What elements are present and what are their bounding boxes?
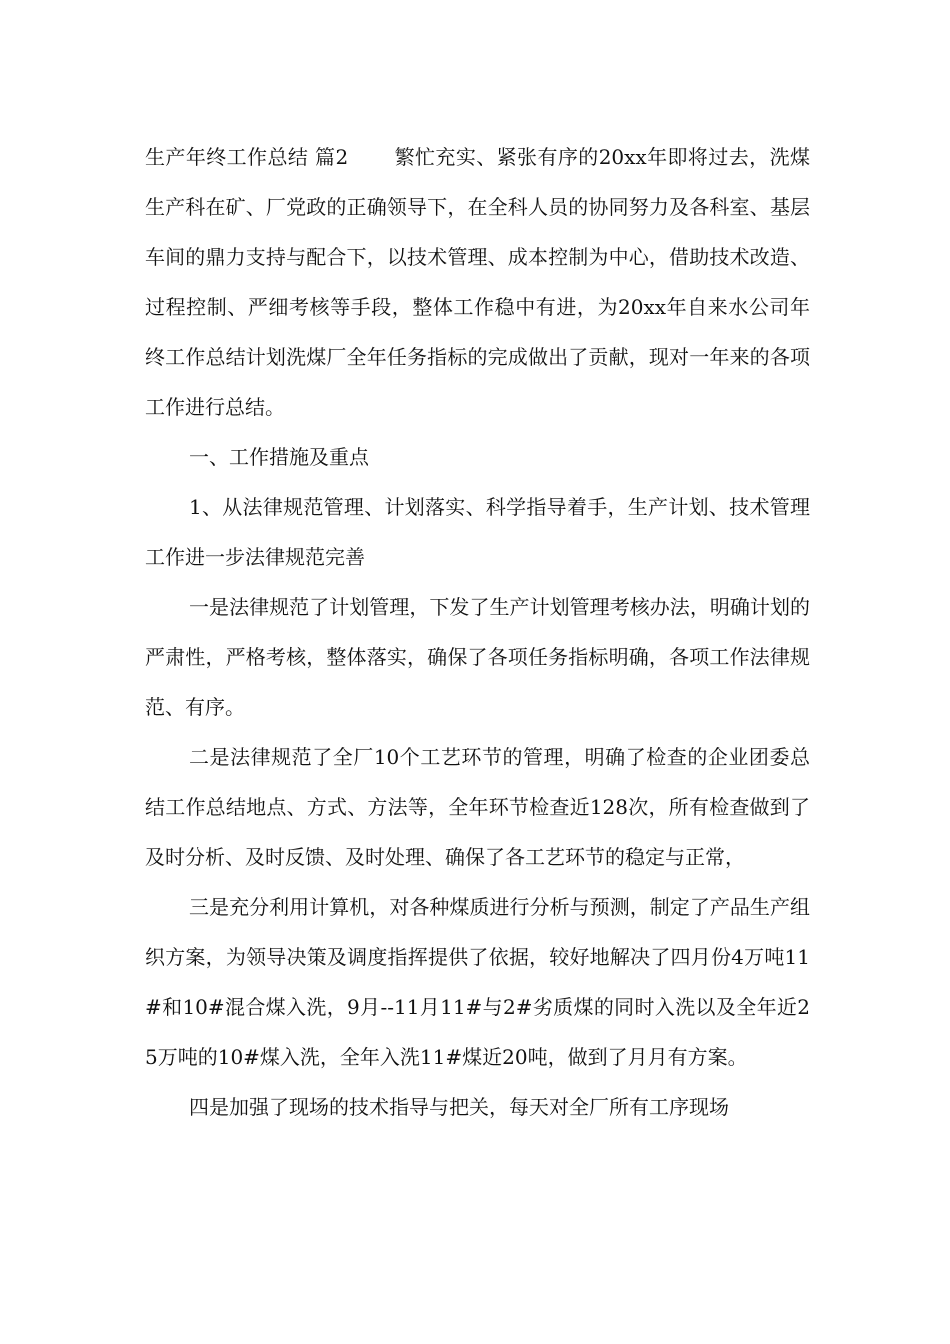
section-heading-1: 一、工作措施及重点 bbox=[189, 445, 369, 469]
document-heading: 生产年终工作总结 篇2 bbox=[145, 145, 349, 169]
item-heading-1: 1、从法律规范管理、计划落实、科学指导着手，生产计划、技术管理工作进一步法律规范完善 bbox=[145, 495, 810, 569]
point-paragraph-2: 二是法律规范了全厂10个工艺环节的管理，明确了检查的企业团委总结工作总结地点、方式、方法等，全年环节检查近128次，所有检查做到了及时分析、及时反馈、及时处理、确保了各工艺环节的稳定与正常， bbox=[145, 745, 810, 869]
point-paragraph-1: 一是法律规范了计划管理，下发了生产计划管理考核办法，明确计划的严肃性，严格考核，整体落实，确保了各项任务指标明确，各项工作法律规范、有序。 bbox=[145, 595, 810, 719]
intro-paragraph bbox=[145, 132, 810, 432]
intro-text: 繁忙充实、紧张有序的20xx年即将过去，洗煤生产科在矿、厂党政的正确领导下，在全科人员的协同努力及各科室、基层车间的鼎力支持与配合下，以技术管理、成本控制为中心，借助技术改造、过程控制、严细考核等手段，整体工作稳中有进，为20xx年自来水公司年终工作总结计划洗煤厂全年任务指标的完成做出了贡献，现对一年来的各项工作进行总结。 bbox=[145, 145, 810, 419]
document-body bbox=[145, 132, 810, 1132]
point-paragraph-4: 四是加强了现场的技术指导与把关，每天对全厂所有工序现场 bbox=[189, 1095, 729, 1119]
point-paragraph-3: 三是充分利用计算机，对各种煤质进行分析与预测，制定了产品生产组织方案，为领导决策及调度指挥提供了依据，较好地解决了四月份4万吨11#和10#混合煤入洗，9月--11月11#与2#劣质煤的同时入洗以及全年近25万吨的10#煤入洗，全年入洗11#煤近20吨，做到了月月有方案。 bbox=[145, 895, 810, 1069]
